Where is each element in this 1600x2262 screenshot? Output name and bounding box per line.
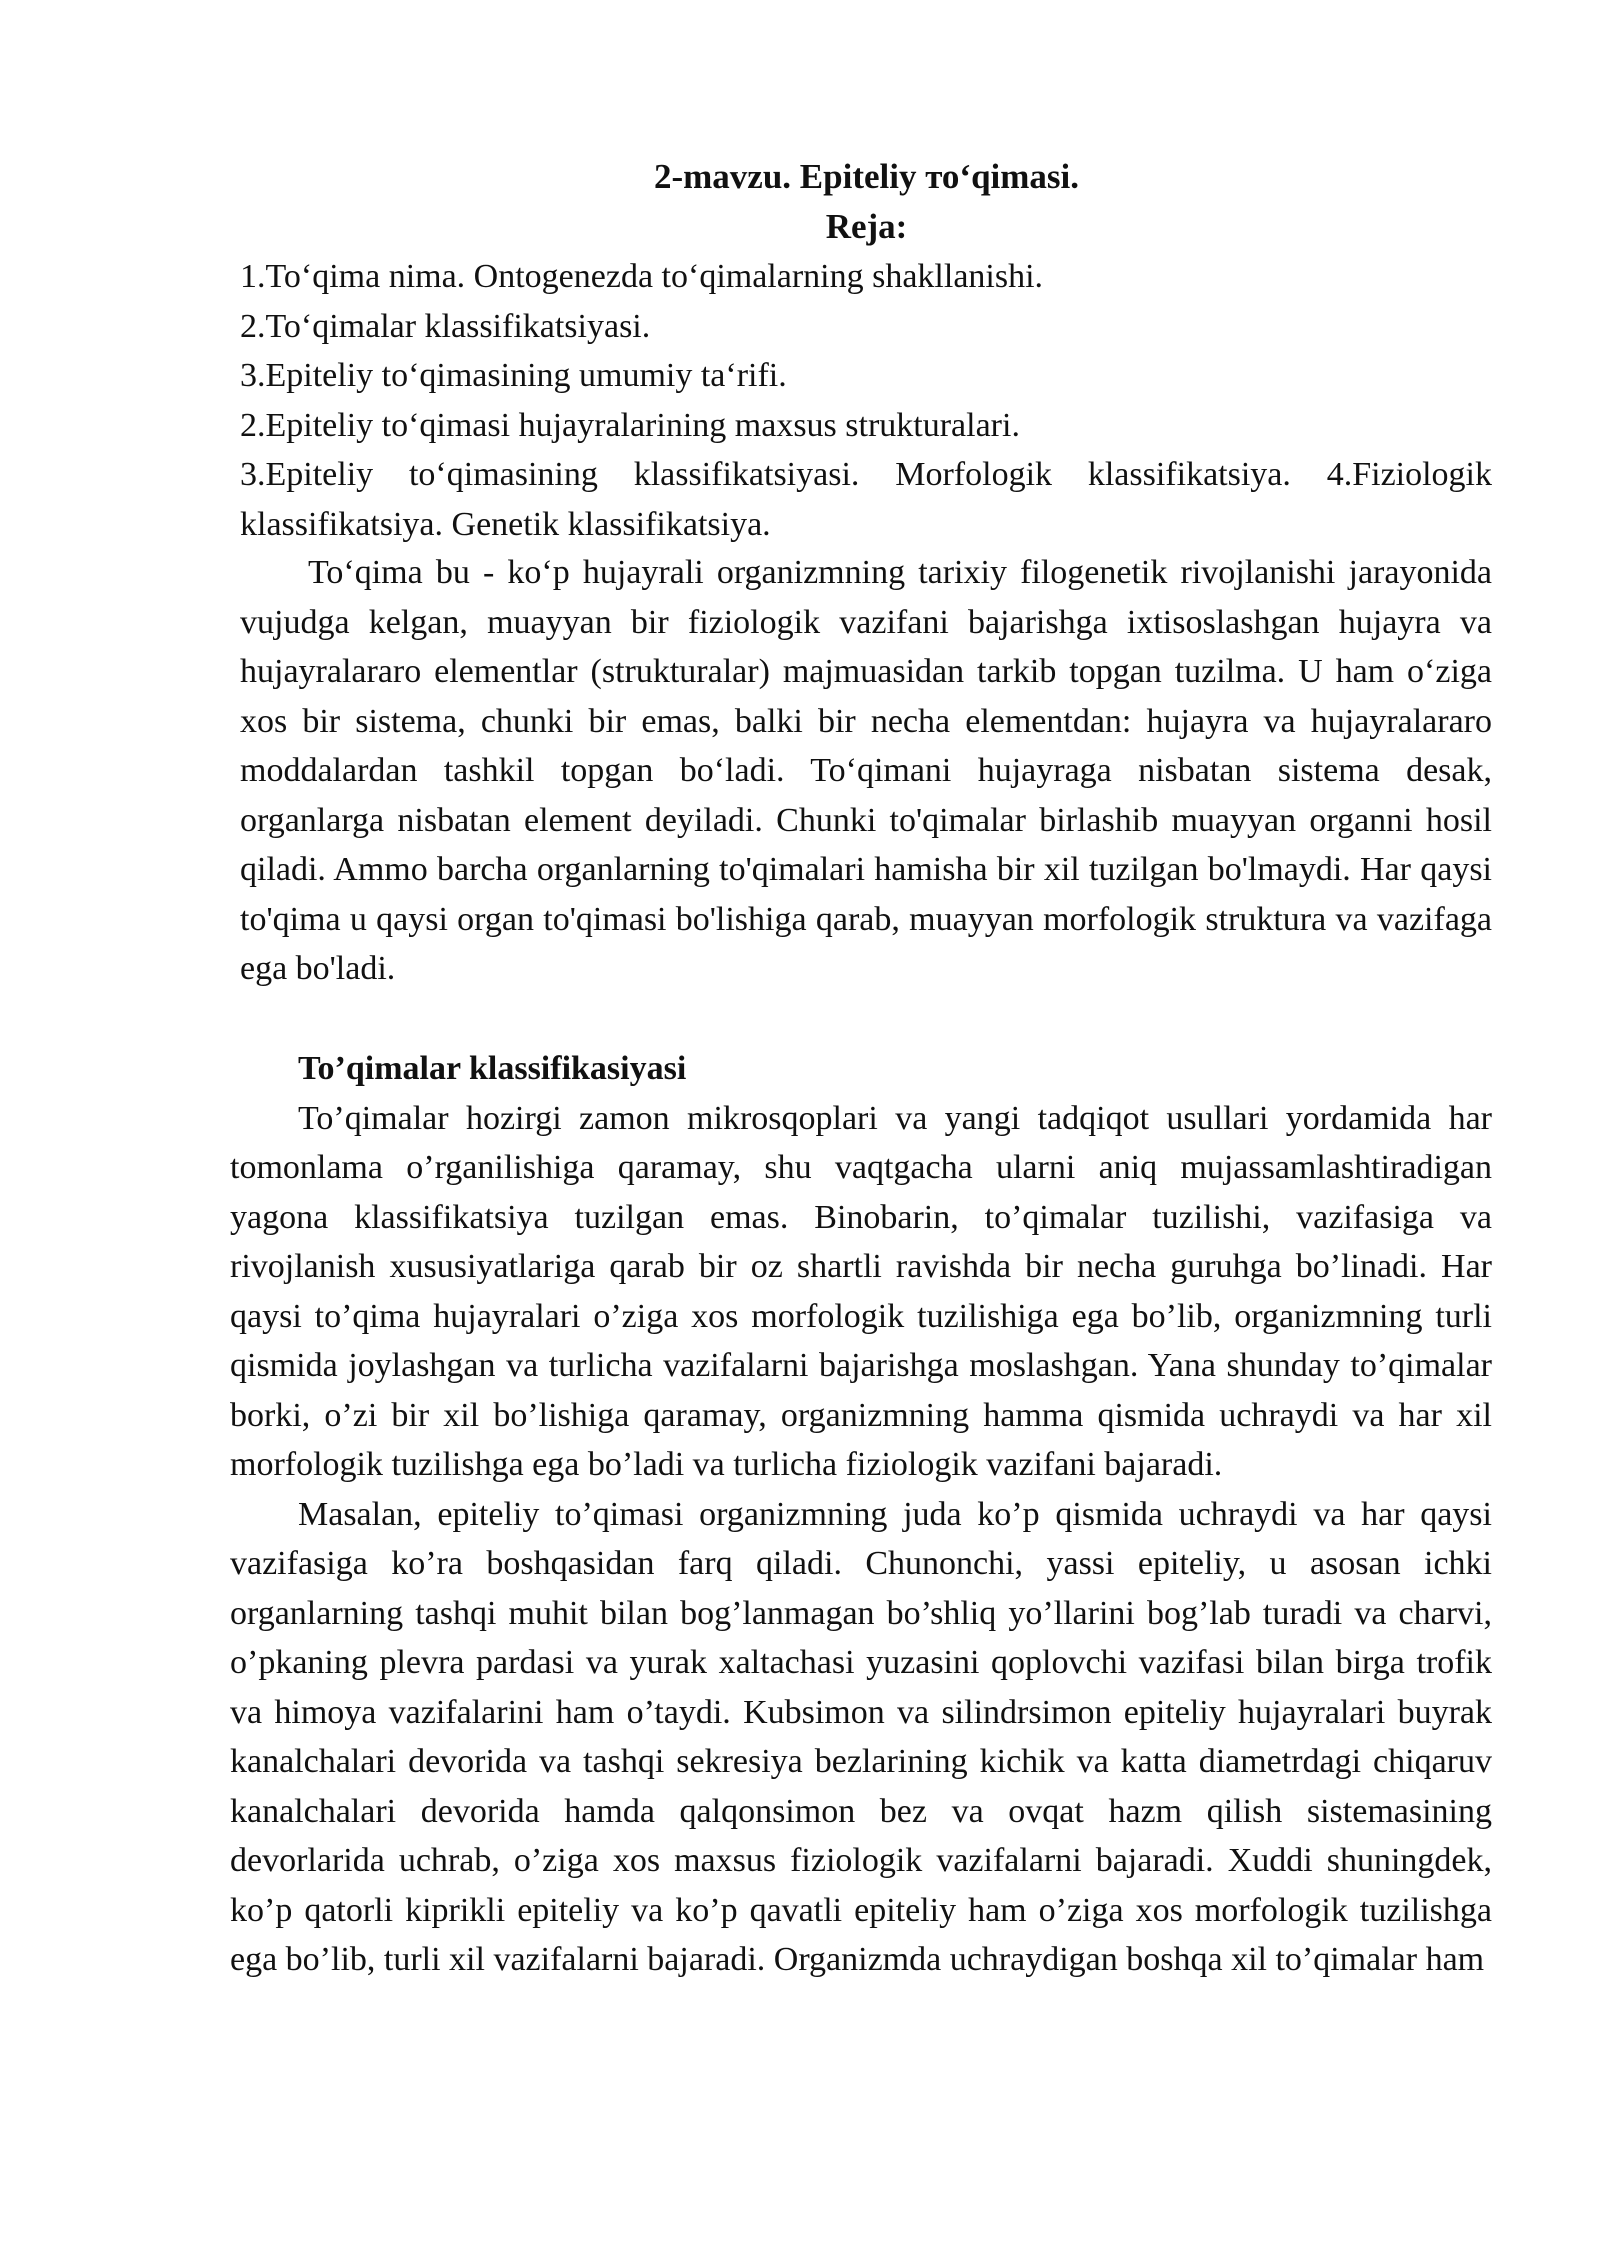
plan-list bbox=[240, 252, 1492, 549]
plan-item: 2.Epiteliy toʻqimasi hujayralarining maxsus strukturalari. bbox=[240, 406, 1020, 444]
intro-paragraph: Toʻqima bu - koʻp hujayrali organizmning tarixiy filogenetik rivojlanishi jarayonida vujudga kelgan, muayyan bir fiziologik vazifani bajarishga ixtisoslashgan hujayra va hujayralararo elementlar (strukturalar) majmuasidan tarkib topgan tuzilma. U ham oʻziga xos bir sistema, chunki bir emas, balki bir necha elementdan: hujayra va hujayralararo moddalardan tashkil topgan boʻladi. Toʻqimani hujayraga nisbatan sistema desak, organlarga nisbatan element deyiladi. Chunki to'qimalar birlashib muayyan organni hosil qiladi. Ammo barcha organlarning to'qimalari hamisha bir xil tuzilgan bo'lmaydi. Har qaysi to'qima u qaysi organ to'qimasi bo'lishiga qarab, muayyan morfologik struktura va vazifaga ega bo'ladi. bbox=[240, 554, 1492, 987]
document-title: 2-mavzu. Epiteliy тоʻqimasi. bbox=[653, 157, 1080, 196]
classification-section bbox=[230, 1044, 1492, 1985]
plan-item: 3.Epiteliy toʻqimasining klassifikatsiyasi. Morfologik klassifikatsiya. 4.Fiziologik klassifikatsiya. Genetik klassifikatsiya. bbox=[240, 456, 1492, 543]
plan-item: 1.Toʻqima nima. Ontogenezda toʻqimalarning shakllanishi. bbox=[240, 258, 1044, 295]
intro-section bbox=[240, 548, 1492, 994]
plan-item: 3.Epiteliy toʻqimasining umumiy taʻrifi. bbox=[240, 357, 787, 394]
section-paragraph: Masalan, epiteliy to’qimasi organizmning juda ko’p qismida uchraydi va har qaysi vazifasiga ko’ra boshqasidan farq qiladi. Chunonchi, yassi epiteliy, u asosan ichki organlarning tashqi muhit bilan bog’lanmagan bo’shliq yo’llarini bog’lab turadi va charvi, o’pkaning plevra pardasi va yurak xaltachasi yuzasini qoplovchi vazifasi bilan birga trofik va himoya vazifalarini ham o’taydi. Kubsimon va silindrsimon epiteliy hujayralari buyrak kanalchalari devorida va tashqi sekresiya bezlarining kichik va katta diametrdagi chiqaruv kanalchalari devorida hamda qalqonsimon bez va ovqat hazm qilish sistemasining devorlarida uchrab, o’ziga xos maxsus fiziologik vazifalarni bajaradi. Xuddi shuningdek, ko’p qatorli kiprikli epiteliy va ko’p qavatli epiteliy ham o’ziga xos morfologik tuzilishga ega bo’lib, turli xil vazifalarni bajaradi. Organizmda uchraydigan boshqa xil to’qimalar ham bbox=[230, 1495, 1492, 1978]
section-paragraph: To’qimalar hozirgi zamon mikrosqoplari va yangi tadqiqot usullari yordamida har tomonlama o’rganilishiga qaramay, shu vaqtgacha ularni aniq mujassamlashtiradigan yagona klassifikatsiya tuzilgan emas. Binobarin, to’qimalar tuzilishi, vazifasiga va rivojlanish xususiyatlariga qarab bir oz shartli ravishda bir necha guruhga bo’linadi. Har qaysi to’qima hujayralari o’ziga xos morfologik tuzilishiga ega bo’lib, organizmning turli qismida joylashgan va turlicha vazifalarni bajarishga moslashgan. Yana shunday to’qimalar borki, o’zi bir xil bo’lishiga qaramay, organizmning hamma qismida uchraydi va har xil morfologik tuzilishga ega bo’ladi va turlicha fiziologik vazifani bajaradi. bbox=[230, 1099, 1492, 1483]
plan-item: 2.Toʻqimalar klassifikatsiyasi. bbox=[240, 307, 651, 345]
plan-heading: Reja: bbox=[825, 207, 908, 246]
section-heading: To’qimalar klassifikasiyasi bbox=[298, 1050, 687, 1087]
